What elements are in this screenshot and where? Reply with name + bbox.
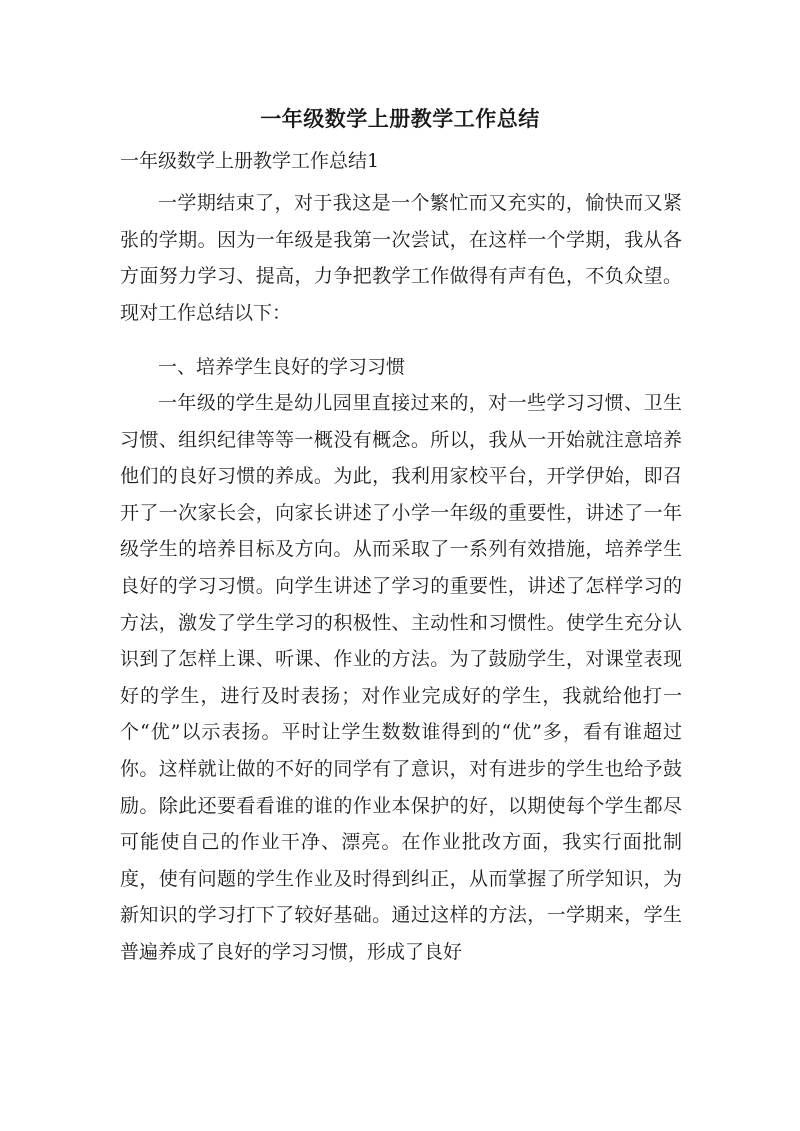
document-subtitle: 一年级数学上册教学工作总结1 [120,150,380,172]
section-paragraph: 一年级的学生是幼儿园里直接过来的，对一些学习习惯、卫生习惯、组织纪律等等一概没有概念。所以，我从一开始就注意培养他们的良好习惯的养成。为此，我利用家校平台，开学伊始，即召开了一次家长会，向家长讲述了小学一年级的重要性，讲述了一年级学生的培养目标及方向。从而采取了一系列有效措施，培养学生良好的学习习惯。向学生讲述了学习的重要性，讲述了怎样学习的方法，激发了学生学习的积极性、主动性和习惯性。使学生充分认识到了怎样上课、听课、作业的方法。为了鼓励学生，对课堂表现好的学生，进行及时表扬；对作业完成好的学生，我就给他打一个“优”以示表扬。平时让学生数数谁得到的“优”多，看有谁超过你。这样就让做的不好的同学有了意识，对有进步的学生也给予鼓励。除此还要看看谁的谁的作业本保护的好，以期使每个学生都尽可能使自己的作业干净、漂亮。在作业批改方面，我实行面批制度，使有问题的学生作业及时得到纠正，从而掌握了所学知识，为新知识的学习打下了较好基础。通过这样的方法，一学期来，学生普遍养成了良好的学习习惯，形成了良好 [120,392,682,963]
document-title: 一年级数学上册教学工作总结 [260,106,540,131]
intro-paragraph: 一学期结束了，对于我这是一个繁忙而又充实的，愉快而又紧张的学期。因为一年级是我第一次尝试，在这样一个学期，我从各方面努力学习、提高，力争把教学工作做得有声有色，不负众望。现对工作总结以下： [120,192,682,324]
section-heading: 一、培养学生良好的学习习惯 [158,356,406,378]
